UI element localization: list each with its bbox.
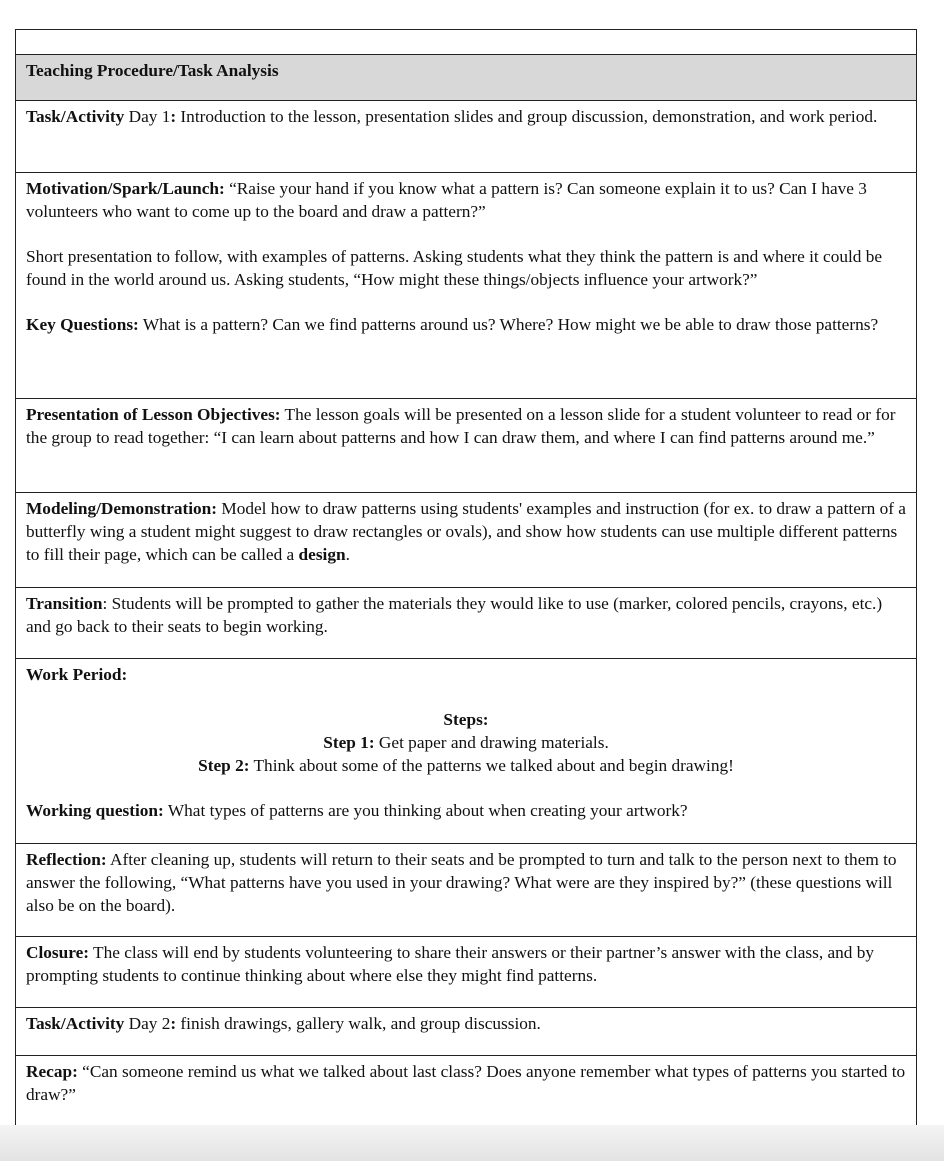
work-period-label: Work Period: bbox=[26, 665, 128, 684]
modeling-row: Modeling/Demonstration: Model how to draw patterns using students' examples and instruction (for ex. to draw a pattern of a butterfly wing a student might suggest to draw rectangles or ovals), and show how students can use multiple different patterns to fill their page, which can be called a design. bbox=[16, 492, 916, 587]
modeling-label: Modeling/Demonstration: bbox=[26, 499, 218, 518]
lesson-plan-table bbox=[15, 29, 917, 1126]
modeling-text: Model how to draw patterns using students' examples and instruction (for ex. to draw a pattern of a butterfly wing a student might suggest to draw rectangles or ovals), and show how students can use multiple different patterns to fill their page, which can be called a bbox=[26, 499, 906, 564]
work-period-row bbox=[16, 658, 916, 843]
transition-text: : Students will be prompted to gather the materials they would like to use (marker, colored pencils, crayons, etc.) and go back to their seats to begin working. bbox=[26, 594, 883, 636]
reflection-text: After cleaning up, students will return to their seats and be prompted to turn and talk to the person next to them to answer the following, “What patterns have you used in your drawing? What were are they inspired by?” (these questions will also be on the board). bbox=[26, 850, 897, 915]
day-label: Day 1 bbox=[124, 107, 171, 126]
motivation-text: “Raise your hand if you know what a pattern is? Can someone explain it to us? Can I have 3 volunteers who want to come up to the board and draw a pattern?” bbox=[26, 179, 867, 221]
objectives-row bbox=[16, 398, 916, 492]
step2-label: Step 2: bbox=[198, 756, 250, 775]
recap-label: Recap: bbox=[26, 1062, 78, 1081]
step2-text: Think about some of the patterns we talked about and begin drawing! bbox=[249, 756, 734, 775]
task-day2-row: Task/Activity Day 2: finish drawings, gallery walk, and group discussion. bbox=[16, 1007, 916, 1055]
section-title: Teaching Procedure/Task Analysis bbox=[26, 61, 279, 80]
key-questions-text: What is a pattern? Can we find patterns around us? Where? How might we be able to draw those patterns? bbox=[138, 315, 879, 334]
transition-row bbox=[16, 587, 916, 658]
closure-label: Closure: bbox=[26, 943, 90, 962]
presentation-paragraph: Short presentation to follow, with examples of patterns. Asking students what they think the pattern is and where it could be found in the world around us. Asking students, “How might these things/objects influence your artwork?” bbox=[26, 247, 883, 289]
step1-label: Step 1: bbox=[323, 733, 375, 752]
key-questions-label: Key Questions: bbox=[26, 315, 139, 334]
task-day1-row: Task/Activity Day 1: Introduction to the lesson, presentation slides and group discussion, demonstration, and work period. bbox=[16, 100, 916, 172]
working-question-text: What types of patterns are you thinking about when creating your artwork? bbox=[163, 801, 688, 820]
step1-text: Get paper and drawing materials. bbox=[374, 733, 609, 752]
motivation-label: Motivation/Spark/Launch: bbox=[26, 179, 225, 198]
motivation-row bbox=[16, 172, 916, 398]
recap-text: “Can someone remind us what we talked about last class? Does anyone remember what types of patterns you started to draw?” bbox=[26, 1062, 906, 1104]
task-day2-text: finish drawings, gallery walk, and group discussion. bbox=[176, 1014, 541, 1033]
task-label: Task/Activity bbox=[26, 107, 125, 126]
task-day2-label: Task/Activity bbox=[26, 1014, 125, 1033]
objectives-label: Presentation of Lesson Objectives: bbox=[26, 405, 281, 424]
recap-row bbox=[16, 1055, 916, 1125]
task-text: Introduction to the lesson, presentation slides and group discussion, demonstration, and work period. bbox=[176, 107, 878, 126]
objectives-text: The lesson goals will be presented on a lesson slide for a student volunteer to read or for the group to read together: “I can learn about patterns and how I can draw them, and where I can find patterns around me.” bbox=[26, 405, 896, 447]
closure-row bbox=[16, 936, 916, 1007]
day2-label: Day 2 bbox=[124, 1014, 171, 1033]
transition-label: Transition bbox=[26, 594, 103, 613]
working-question-label: Working question: bbox=[26, 801, 164, 820]
page-bottom-shadow bbox=[0, 1125, 944, 1161]
blank-top-row bbox=[16, 30, 916, 54]
closure-text: The class will end by students volunteering to share their answers or their partner’s answer with the class, and by prompting students to continue thinking about where else they might find patterns. bbox=[26, 943, 875, 985]
reflection-row bbox=[16, 843, 916, 936]
steps-title: Steps: bbox=[443, 710, 489, 729]
reflection-label: Reflection: bbox=[26, 850, 107, 869]
section-header bbox=[16, 54, 916, 100]
design-word: design bbox=[298, 545, 346, 564]
